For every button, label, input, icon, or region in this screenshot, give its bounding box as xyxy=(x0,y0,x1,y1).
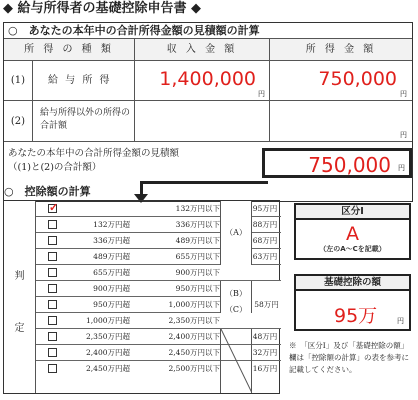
group-hatch-cell xyxy=(220,329,252,393)
deduct-amount: 63万円 xyxy=(252,252,278,261)
row-checkbox[interactable] xyxy=(48,268,57,277)
kubun-note: （左のA〜Cを記載） xyxy=(319,245,386,253)
range-to: 655万円以下 xyxy=(175,252,220,261)
range-to: 132万円以下 xyxy=(175,204,220,213)
row-label-salary: 給 与 所 得 xyxy=(48,75,112,86)
row-number: (2) xyxy=(10,116,26,127)
basic-deduction-label: 基礎控除の額 xyxy=(294,274,411,291)
range-from: 2,450万円超 xyxy=(86,364,130,373)
group-b-label: （B） xyxy=(225,289,247,298)
total-label: あなたの本年中の合計所得金額の見積額 xyxy=(8,148,180,159)
range-to: 900万円以下 xyxy=(175,268,220,277)
row-checkbox[interactable] xyxy=(48,252,57,261)
deduct-amount: 88万円 xyxy=(252,220,278,229)
kubun-label: 区分Ⅰ xyxy=(294,203,411,220)
row-checkbox[interactable] xyxy=(48,332,57,341)
judgement-label: 判 xyxy=(14,271,25,282)
table-row xyxy=(36,313,281,329)
header-income-amount: 所 得 金 額 xyxy=(269,39,412,61)
merged-deduct-cell: 58万円 xyxy=(252,281,281,329)
divider xyxy=(32,61,33,141)
yen-unit: 円 xyxy=(400,90,407,98)
yen-unit: 円 xyxy=(258,90,265,98)
range-to: 336万円以下 xyxy=(175,220,220,229)
range-from: 900万円超 xyxy=(93,284,130,293)
deduct-amount: 32万円 xyxy=(252,348,278,357)
range-to: 2,350万円以下 xyxy=(168,316,220,325)
deduct-amount: 68万円 xyxy=(252,236,278,245)
footnote: ※ 「区分Ⅰ」及び「基礎控除の額」欄は「控除額の計算」の表を参考に記載してください。 xyxy=(289,341,409,374)
judgement-label: 定 xyxy=(14,323,25,334)
salary-income-value[interactable]: 750,000 xyxy=(318,68,397,90)
range-to: 2,450万円以下 xyxy=(168,348,220,357)
header-income-type: 所 得 の 種 類 xyxy=(4,39,134,61)
total-label-sub: （(1)と(2)の合計額） xyxy=(8,162,102,173)
section2-heading: ○ 控除額の計算 xyxy=(4,185,91,198)
total-income-box[interactable] xyxy=(262,148,412,178)
table-row xyxy=(36,265,281,281)
form-title: ◆ 給与所得者の基礎控除申告書 ◆ xyxy=(3,1,202,16)
judgement-column xyxy=(4,201,36,393)
row-number: (1) xyxy=(10,75,26,86)
header-revenue: 収 入 金 額 xyxy=(134,39,269,61)
group-a-cell xyxy=(220,201,252,265)
total-income-value: 750,000 xyxy=(308,153,391,177)
row-checkbox[interactable] xyxy=(48,300,57,309)
yen-unit: 円 xyxy=(398,164,405,172)
income-estimate-section xyxy=(3,22,413,202)
kubun-box[interactable] xyxy=(294,220,411,260)
basic-deduction-value: 95万 xyxy=(334,305,378,327)
range-from: 336万円超 xyxy=(93,236,130,245)
yen-unit: 円 xyxy=(400,131,407,139)
basic-deduction-box[interactable] xyxy=(294,291,411,331)
row-checkbox[interactable] xyxy=(48,316,57,325)
yen-unit: 円 xyxy=(397,317,404,325)
arrow-line xyxy=(140,181,268,184)
row-checkbox[interactable] xyxy=(48,348,57,357)
range-from: 1,000万円超 xyxy=(86,316,130,325)
divider xyxy=(4,100,412,101)
section1-heading: ○ あなたの本年中の合計所得金額の見積額の計算 xyxy=(4,23,412,39)
range-from: 655万円超 xyxy=(93,268,130,277)
range-to: 1,000万円以下 xyxy=(168,300,220,309)
row-checkbox[interactable] xyxy=(48,220,57,229)
hatch-diagonal xyxy=(221,329,252,393)
range-from: 132万円超 xyxy=(93,220,130,229)
row-label-other-income: 給与所得以外の所得の合計額 xyxy=(40,108,131,131)
divider xyxy=(4,141,412,142)
range-to: 2,400万円以下 xyxy=(168,332,220,341)
row-checkbox[interactable] xyxy=(48,284,57,293)
range-to: 2,500万円以下 xyxy=(168,364,220,373)
group-bc-cell xyxy=(220,281,252,313)
range-to: 950万円以下 xyxy=(175,284,220,293)
row-checkbox[interactable] xyxy=(48,204,57,213)
deduction-table xyxy=(3,200,280,394)
row-checkbox[interactable] xyxy=(48,364,57,373)
salary-revenue-value[interactable]: 1,400,000 xyxy=(159,68,256,90)
range-from: 489万円超 xyxy=(93,252,130,261)
range-from: 2,350万円超 xyxy=(86,332,130,341)
group-a-label: （A） xyxy=(225,228,247,237)
range-to: 489万円以下 xyxy=(175,236,220,245)
deduct-amount: 48万円 xyxy=(252,332,278,341)
deduct-amount: 16万円 xyxy=(252,364,278,373)
kubun-value: A xyxy=(346,223,359,245)
row-checkbox[interactable] xyxy=(48,236,57,245)
deduct-amount: 95万円 xyxy=(252,204,278,213)
range-from: 2,400万円超 xyxy=(86,348,130,357)
group-c-label: （C） xyxy=(224,305,248,314)
range-from: 950万円超 xyxy=(93,300,130,309)
